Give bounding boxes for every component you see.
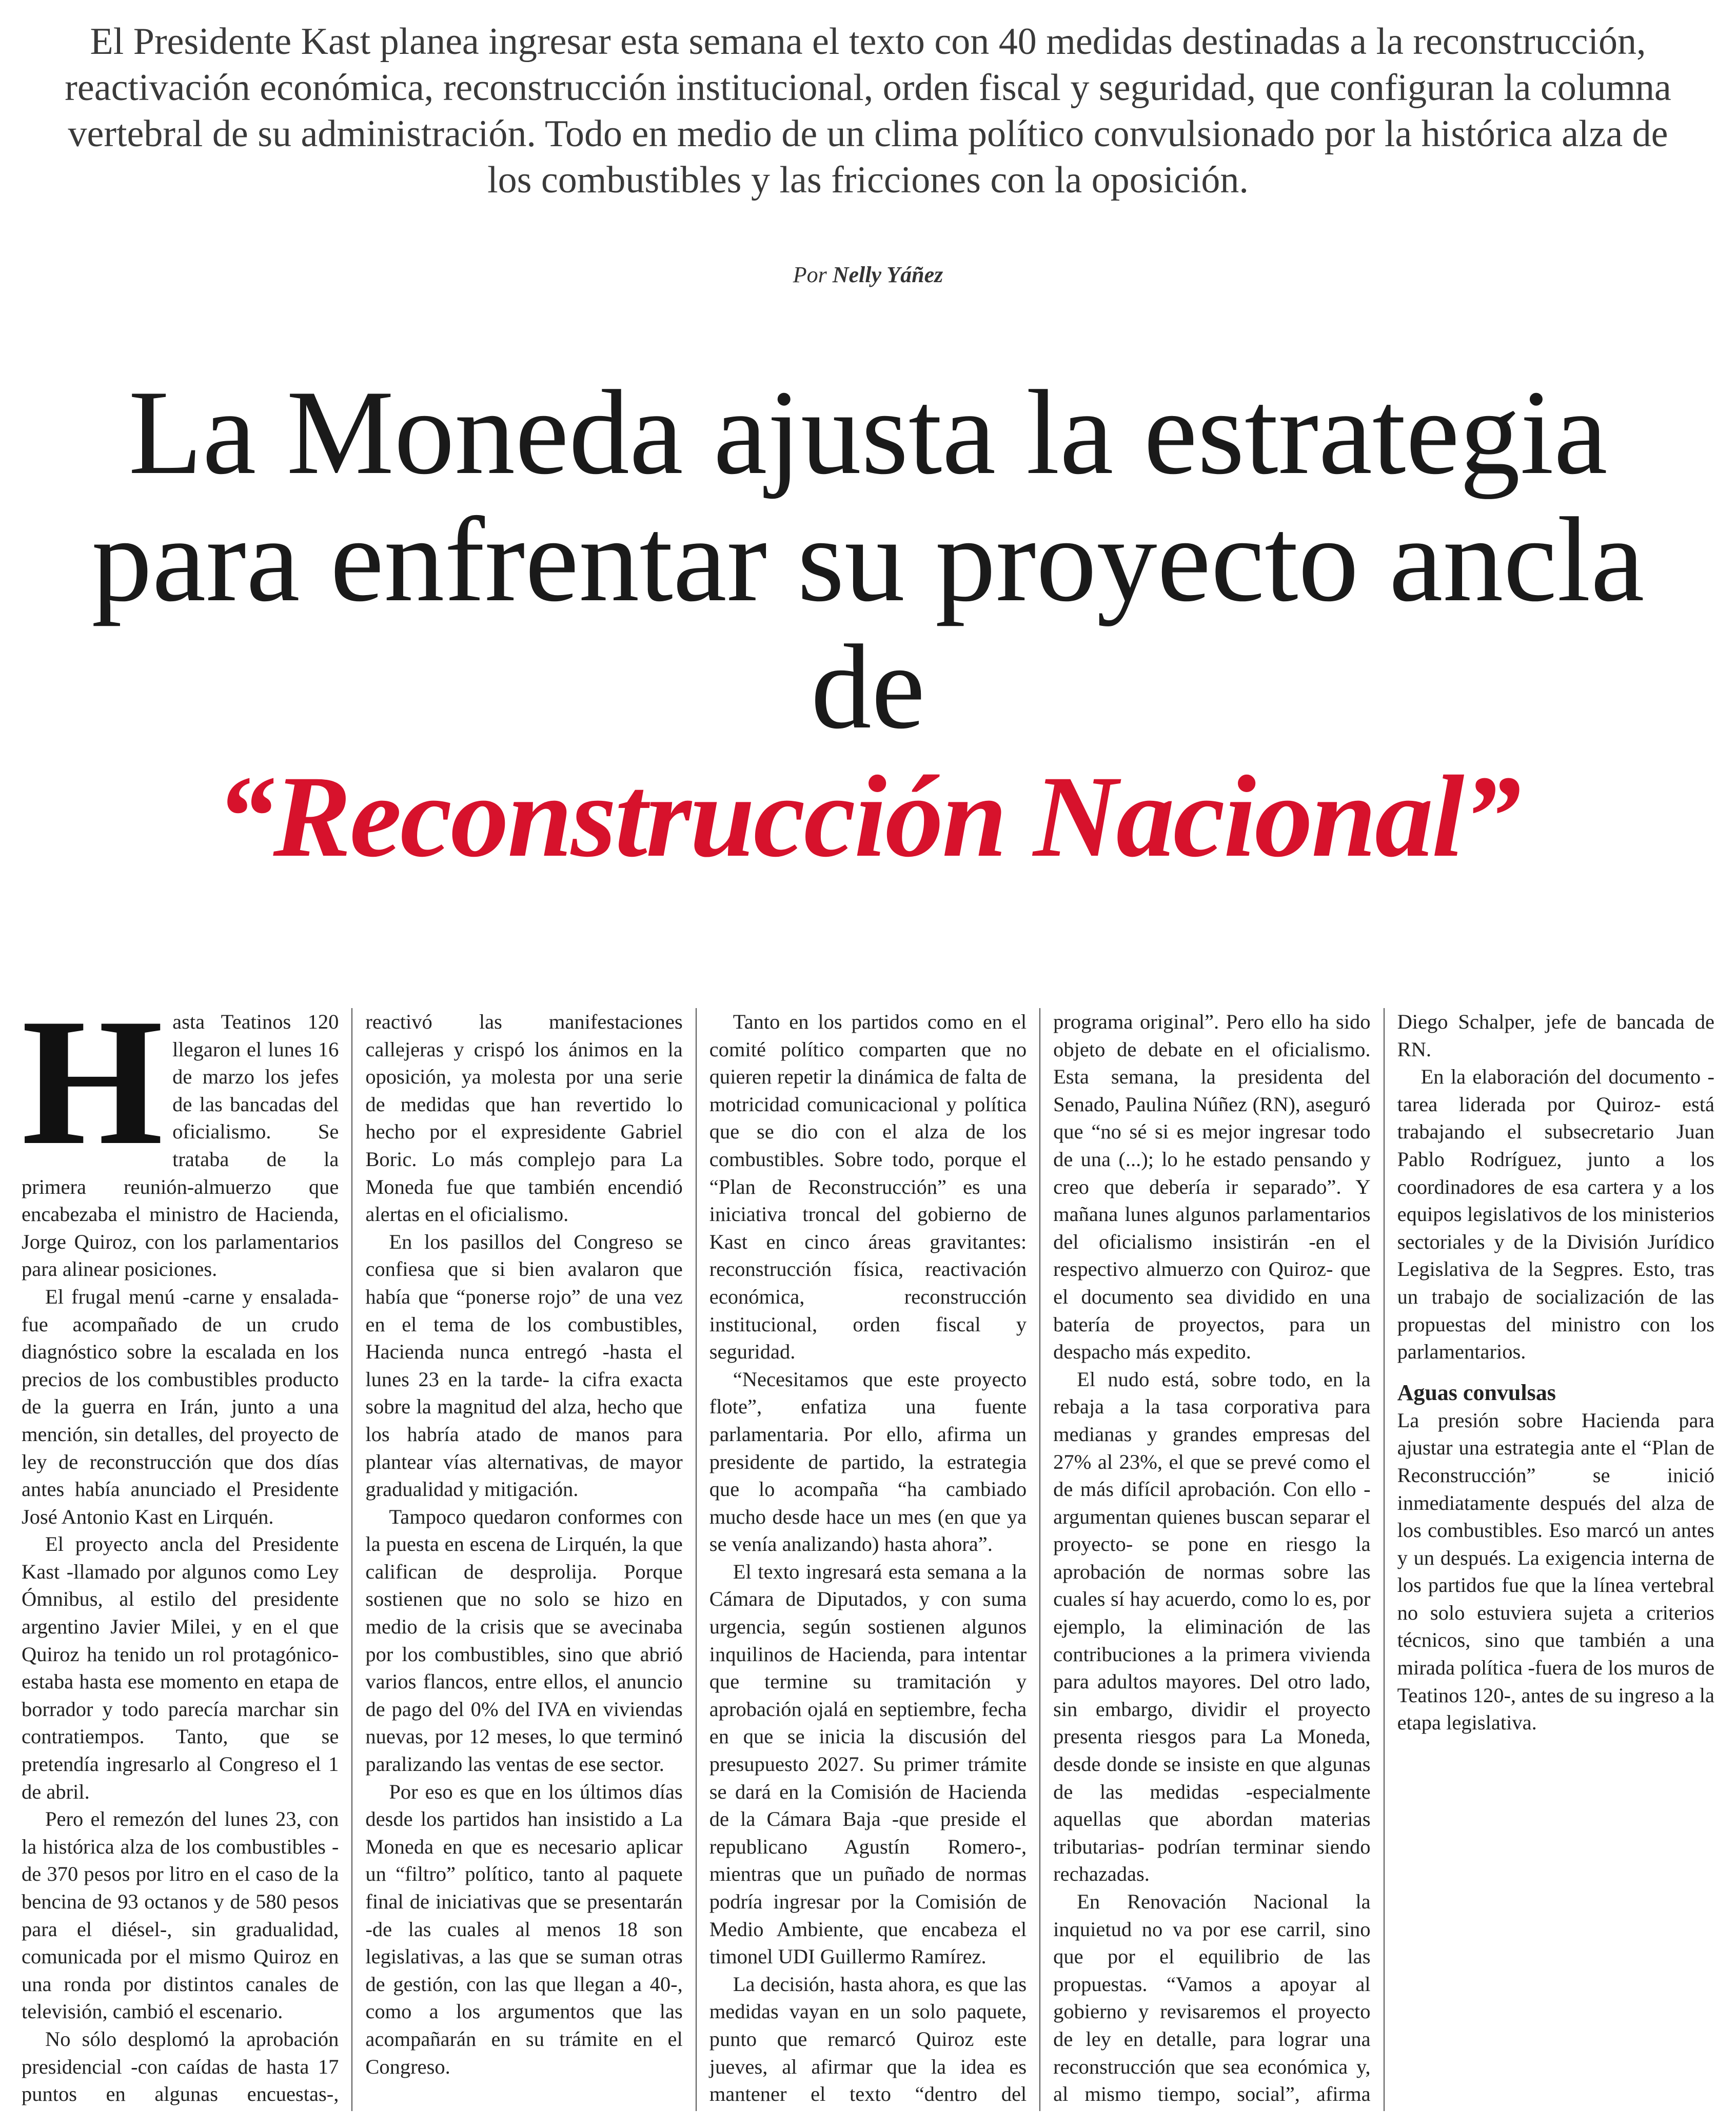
- body-paragraph: El texto ingresará esta semana a la Cámara de Diputados, y con suma urgencia, según sostienen algunos inquilinos de Hacienda, para intentar que termine su tramitación y aprobación ojalá en septiembre, fecha en que se inicia la discusión del presupuesto 2027. Su primer trámite se dará en la Comisión de Hacienda de la Cámara Baja -que preside el republicano Agustín Romero-, mientras que un puñado de normas podría ingresar por la Comisión de Medio Ambiente, que encabeza el timonel UDI Guillermo Ramírez.: [709, 1560, 1027, 1968]
- body-paragraph: En Renovación Nacional la inquietud no va por ese carril, sino que por el equilibrio de las propuestas. “Vamos a apoyar al gobierno y revisaremos el proyecto de ley en detalle, para lograr una reconstrucción que sea económica y, al mismo tiempo, social”, afirma Diego Schalper, jefe de bancada de RN.: [1053, 1010, 1714, 2106]
- body-paragraph: En la elaboración del documento -tarea liderada por Quiroz- está trabajando el subsecretario Juan Pablo Rodríguez, junto a los coordinadores de esa cartera y a los equipos legislativos de los ministerios sectoriales y de la División Jurídico Legislativa de la Segpres. Esto, tras un trabajo de socialización de las propuestas del ministro con los parlamentarios.: [1397, 1065, 1714, 1364]
- article-lede: El Presidente Kast planea ingresar esta semana el texto con 40 medidas destinadas a la reconstrucción, reactivación económica, reconstrucción institucional, orden fiscal y seguridad, que configuran la columna vertebral de su administración. Todo en medio de un clima político convulsionado por la histórica alza de los combustibles y las fricciones con la oposición.: [65, 21, 1671, 201]
- byline-prefix: Por: [793, 262, 827, 287]
- body-paragraph: No sólo desplomó la aprobación presidencial -con caídas de hasta 17 puntos en algunas encuestas-, reactivó las manifestaciones callejeras y crispó los ánimos en la oposición, ya molesta por una serie de medidas que han revertido lo hecho por el expresidente Gabriel Boric. Lo más complejo para La Moneda fue que también encendió alertas en el oficialismo.: [22, 1010, 683, 2106]
- body-paragraph: Por eso es que en los últimos días desde los partidos han insistido a La Moneda en que es necesario aplicar un “filtro” político, tanto al paquete final de iniciativas que se presentarán -de las cuales al menos 18 son legislativas, a las que se suman otras de gestión, con las que llegan a 40-, como a los argumentos que las acompañarán en su trámite en el Congreso.: [365, 1780, 683, 2078]
- body-paragraph: El frugal menú -carne y ensalada- fue acompañado de un crudo diagnóstico sobre la escalada en los precios de los combustibles producto de la guerra en Irán, junto a una mención, sin detalles, del proyecto de ley de reconstrucción que dos días antes había anunciado el Presidente José Antonio Kast en Lirquén.: [22, 1285, 339, 1528]
- body-paragraph: Hasta Teatinos 120 llegaron el lunes 16 de marzo los jefes de las bancadas del oficialismo. Se trataba de la primera reunión-almuerzo que encabezaba el ministro de Hacienda, Jorge Quiroz, con los parlamentarios para alinear posiciones.: [22, 981, 339, 1281]
- body-paragraph: “Necesitamos que este proyecto flote”, enfatiza una fuente parlamentaria. Por ello, afirma un presidente de partido, la estrategia que lo acompaña “ha cambiado mucho desde hace un mes (en que ya se venía analizando) hasta ahora”.: [709, 1367, 1027, 1556]
- byline-author: Nelly Yáñez: [832, 262, 943, 287]
- body-paragraph: Tanto en los partidos como en el comité político comparten que no quieren repetir la dinámica de falta de motricidad comunicacional y política que se dio con el alza de los combustibles. Sobre todo, porque el “Plan de Reconstrucción” es una iniciativa troncal del gobierno de Kast en cinco áreas gravitantes: reconstrucción física, reactivación económica, reconstrucción institucional, orden fiscal y seguridad.: [709, 1010, 1027, 1364]
- headline-highlight: “Reconstrucción Nacional”: [216, 752, 1520, 881]
- body-paragraph: La decisión, hasta ahora, es que las medidas vayan en un solo paquete, punto que remarcó Quiroz este jueves, al afirmar que la idea es mantener el texto “dentro del programa original”. Pero ello ha sido objeto de debate en el oficialismo. Esta semana, la presidenta del Senado, Paulina Núñez (RN), aseguró que “no sé si es mejor ingresar todo de una (...); lo he estado pensando y creo que debería ir separado”. Y mañana lunes algunos parlamentarios del oficialismo insistirán -en el respectivo almuerzo con Quiroz- que el documento sea dividido en una batería de proyectos, para un despacho más expedito.: [709, 1010, 1371, 2106]
- article-body: [22, 981, 1714, 2111]
- body-paragraph: La presión sobre Hacienda para ajustar una estrategia ante el “Plan de Reconstrucción” se inició inmediatamente después del alza de los combustibles. Eso marcó un antes y un después. La exigencia interna de los partidos fue que la línea vertebral no solo estuviera sujeta a criterios técnicos, sino que también a una mirada política -fuera de los muros de Teatinos 120-, antes de su ingreso a la etapa legislativa.: [1397, 1408, 1714, 1735]
- body-paragraph: Pero el remezón del lunes 23, con la histórica alza de los combustibles -de 370 pesos por litro en el caso de la bencina de 93 octanos y de 580 pesos para el diésel-, sin gradualidad, comunicada por el mismo Quiroz en una ronda por distintos canales de televisión, cambió el escenario.: [22, 1807, 339, 2023]
- headline-main: La Moneda ajusta la estrategia para enfrentar su proyecto ancla de: [91, 366, 1645, 754]
- headline: [62, 366, 1674, 881]
- body-paragraph: El nudo está, sobre todo, en la rebaja a la tasa corporativa para medianas y grandes empresas del 27% al 23%, el que se prevé como el de más difícil aprobación. Con ello -argumentan quienes buscan separar el proyecto- se pone en riesgo la aprobación de normas sobre las cuales sí hay acuerdo, como lo es, por ejemplo, la eliminación de las contribuciones a la primera vivienda para adultos mayores. Del otro lado, sin embargo, dividir el proyecto presenta riesgos para La Moneda, desde donde se insiste en que algunas de las medidas -especialmente aquellas que abordan materias tributarias- podrían terminar siendo rechazadas.: [1053, 1367, 1371, 1886]
- subheading: Aguas convulsas: [1397, 1380, 1556, 1405]
- byline: [0, 262, 1736, 288]
- body-paragraph: En los pasillos del Congreso se confiesa que si bien avalaron que había que “ponerse rojo” de una vez en el tema de los combustibles, Hacienda nunca entregó -hasta el lunes 23 en la tarde- la cifra exacta sobre la magnitud del alza, hecho que los habría atado de manos para plantear vías alternativas, de mayor gradualidad y mitigación.: [365, 1230, 683, 1501]
- body-paragraph: Tampoco quedaron conformes con la puesta en escena de Lirquén, la que califican de desprolija. Porque sostienen que no solo se hizo en medio de la crisis que se avecinaba por los combustibles, sino que abrió varios flancos, entre ellos, el anuncio de pago del 0% del IVA en viviendas nuevas, por 12 meses, lo que terminó paralizando las ventas de ese sector.: [365, 1505, 683, 1776]
- drop-cap: H: [22, 981, 164, 1183]
- body-paragraph: El proyecto ancla del Presidente Kast -llamado por algunos como Ley Ómnibus, al estilo del presidente argentino Javier Milei, y en el que Quiroz ha tenido un rol protagónico- estaba hasta ese momento en etapa de borrador y todo parecía marchar sin contratiempos. Tanto, que se pretendía ingresarlo al Congreso el 1 de abril.: [22, 1532, 339, 1803]
